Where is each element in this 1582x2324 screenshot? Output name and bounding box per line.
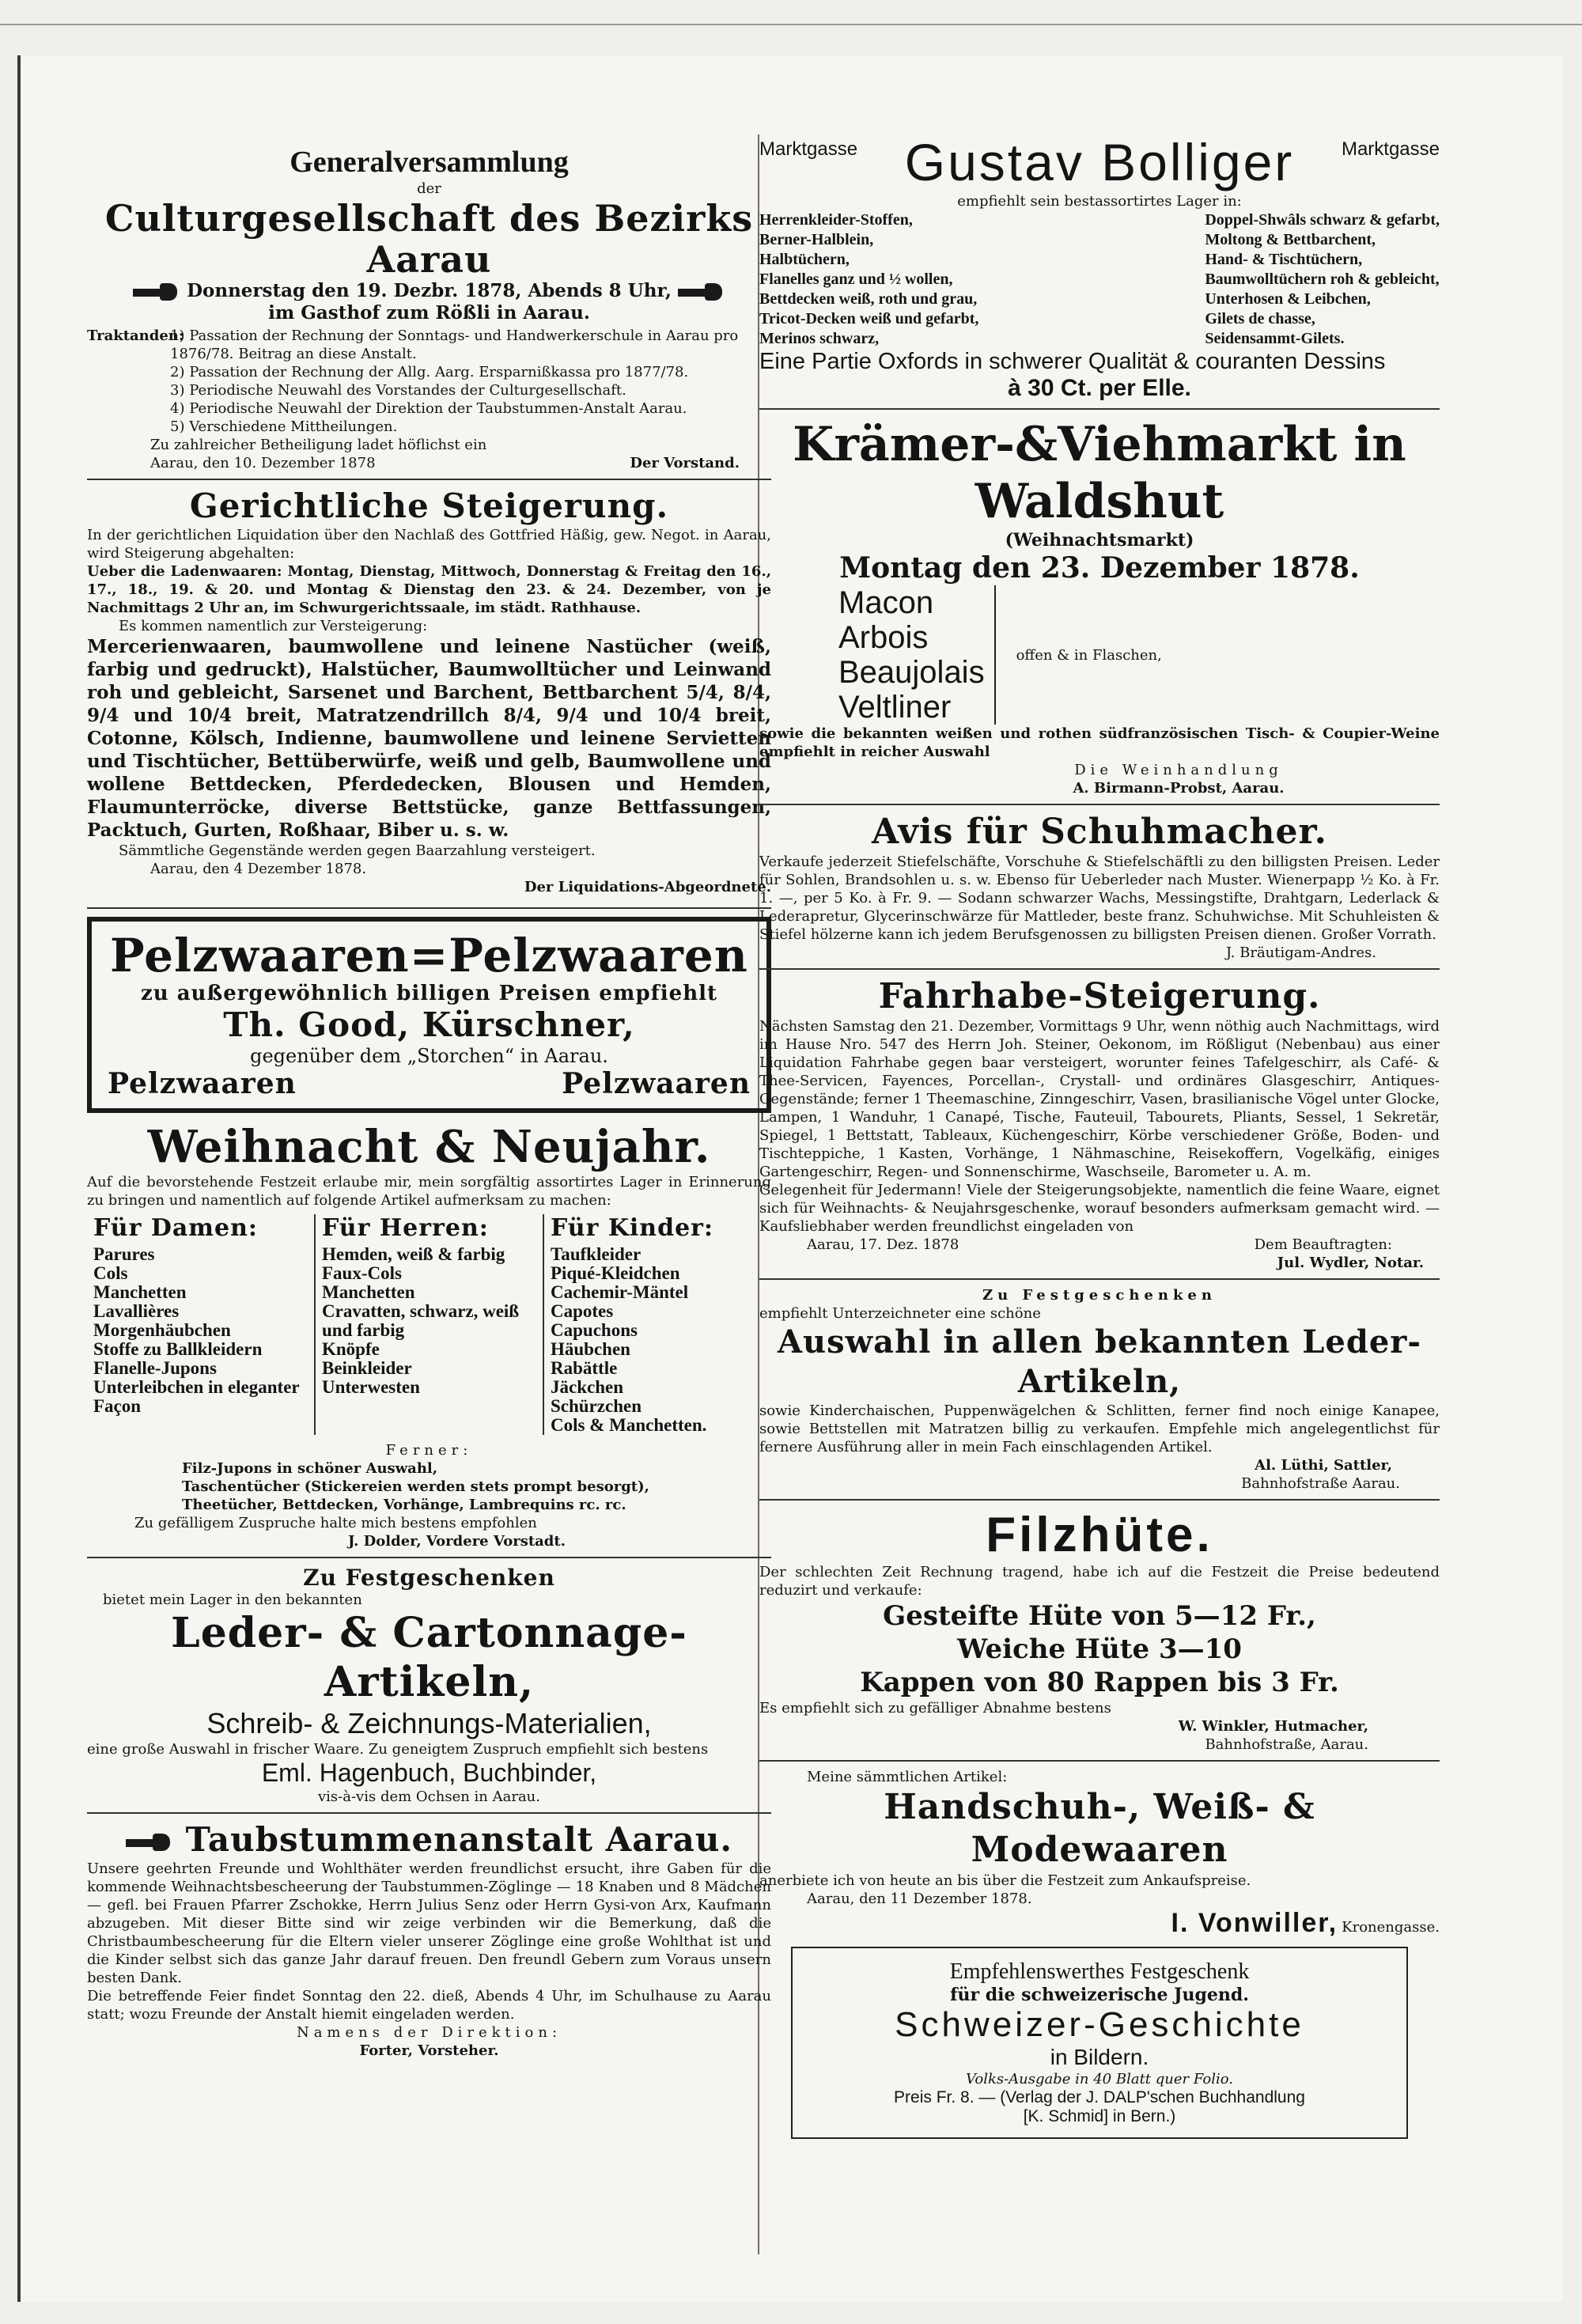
agenda-item: 3) Periodische Neuwahl des Vorstandes der Culturgesellschaft. [170,382,626,399]
leder-head: Zu Festgeschenken [303,1565,555,1591]
bolliger-right-list [1205,210,1440,349]
dalp-price: Preis Fr. 8. — (Verlag der J. DALP'schen Buchhandlung [894,2088,1305,2106]
dalp-line1: Empfehlenswerthes Festgeschenk [949,1959,1250,1984]
divider-rule [87,1812,771,1814]
divider-rule [759,804,1440,805]
leder-line1: bietet mein Lager in den bekannten [103,1592,362,1608]
ad-vonwiller [759,1768,1440,1939]
kinder-item: Jäckchen [551,1377,623,1397]
bolliger-item: Berner-Halblein, [759,231,874,248]
vonwiller-addr: Kronengasse. [1342,1919,1440,1936]
gericht-note: Es kommen namentlich zur Versteigerung: [119,618,428,634]
schuh-signer: J. Bräutigam-Andres. [1225,944,1376,961]
waldshut-firm-label: Die Weinhandlung [1074,762,1283,778]
bolliger-item: Seidensammt-Gilets. [1205,330,1345,347]
herren-item: Unterwesten [322,1377,420,1397]
bolliger-name: Gustav Bolliger [904,133,1295,191]
bolliger-item: Herrenkleider-Stoffen, [759,211,913,229]
dalp-title: Schweizer-Geschichte [895,2005,1304,2044]
divider-rule [759,408,1440,410]
agenda-list [170,327,771,436]
general-der: der [417,180,441,197]
agenda-item: 1) Passation der Rechnung der Sonntags- und Handwerkerschule in Aarau pro 1876/78. Beitrag an diese Anstalt. [170,327,739,362]
leder-subtitle: Schreib- & Zeichnungs-Materialien, [206,1707,652,1739]
schuh-title: Avis für Schuhmacher. [872,812,1327,852]
wine-list [838,585,1440,725]
divider-rule [87,907,771,909]
ad-gerichtliche-steigerung [87,486,771,896]
pelz-name: Th. Good, Kürschner, [223,1005,635,1044]
divider-rule [759,1499,1440,1501]
ad-bolliger [759,83,1440,402]
dalp-volks: Volks-Ausgabe in 40 Blatt quer Folio. [966,2071,1233,2087]
leder-name: Eml. Hagenbuch, Buchbinder, [261,1758,597,1787]
dalp-price2: [K. Schmid] in Bern.) [1023,2107,1176,2125]
divider-rule [87,479,771,480]
schuh-body: Verkaufe jederzeit Stiefelschäfte, Vorschuhe & Stiefelschäftli zu den billigsten Preisen. Leder für Sohlen, Brandsohlen u. s. w. Ebenso für Ueberleder nach Muster. Wienerpapp ½ Ko. à Fr. 1. —, per 5 Ko. à Fr. 9. — Sodann schwarzer Wachs, Messingstifte, Drahtgarn, Lederlack & Lederapretur, Glycerinschwärze für Mattleder, beste franz. Schuhwichse. Mit Schuhleisten & Stiefel hölzerne kann ich jedem Berufsgenossen zu billigsten Preisen dienen. Großer Vorrath. [759,854,1440,943]
divider-rule [759,1760,1440,1762]
bolliger-item: Moltong & Bettbarchent, [1205,231,1376,248]
bolliger-line1: empfiehlt sein bestassortirtes Lager in: [957,193,1242,210]
waldshut-also: sowie die bekannten weißen und rothen südfranzösischen Tisch- & Coupier-Weine empfiehlt in reicher Auswahl [759,725,1440,760]
agenda-label: Traktanden: [87,327,184,344]
wine-name: Veltliner [838,690,952,725]
divider-rule [759,1278,1440,1280]
pointing-hand-icon [133,282,180,302]
damen-item: Flanelle-Jupons [93,1358,217,1378]
wine-name: Macon [838,585,934,620]
filz-closing: Es empfiehlt sich zu gefälliger Abnahme bestens [759,1700,1111,1717]
kinder-item: Taufkleider [551,1244,642,1264]
vonwiller-line2: anerbiete ich von heute an bis über die Festzeit zum Ankaufspreise. [759,1872,1251,1889]
ad-schuhmacher [759,812,1440,962]
pelz-line1: zu außergewöhnlich billigen Preisen empfiehlt [140,982,718,1005]
weihnacht-extra: Theetücher, Bettdecken, Vorhänge, Lambrequins rc. rc. [182,1497,626,1513]
general-date-line: Donnerstag den 19. Dezbr. 1878, Abends 8 Uhr, [187,280,672,301]
kinder-item: Capuchons [551,1320,638,1340]
damen-item: Stoffe zu Ballkleidern [93,1339,263,1359]
leder-line2: eine große Auswahl in frischer Waare. Zu geneigtem Zuspruch empfiehlt sich bestens [87,1741,709,1758]
fahr-gelegenheit: Gelegenheit für Jedermann! Viele der Steigerungsobjekte, namentlich die feine Waare, eignet sich für Weihnachts- & Neujahrsgeschenke, worauf besonders aufmerksam gemacht wird. — Kaufsliebhaber werden freundlichst eingeladen von [759,1182,1440,1235]
fahr-date: Aarau, 17. Dez. 1878 [807,1236,959,1253]
bolliger-item: Gilets de chasse, [1205,310,1315,327]
ad-weihnacht [87,1121,771,1550]
luthi-body: sowie Kinderchaischen, Puppenwägelchen & Schlitten, ferner find noch einige Kanapee, sowie Bettstellen mit Matratzen billig zu verkaufen. Empfehle mich angelegentlichst für fernere Ausführung aller in mein Fach einschlagenden Artikel. [759,1402,1440,1455]
kinder-item: Piqué-Kleidchen [551,1263,680,1283]
vonwiller-name: I. Vonwiller, [1171,1908,1338,1938]
damen-item: Morgenhäubchen [93,1320,231,1340]
herren-item: Cravatten, schwarz, weiß und farbig [322,1301,520,1340]
damen-item: Manchetten [93,1282,187,1302]
gericht-goods: Mercerienwaaren, baumwollene und leinene Nastücher (weiß, farbig und gedruckt), Halstücher, Baumwolltücher und Leinwand roh und gebleicht, Sarsenet und Barchent, Bettbarchent 5/4, 8/4, 9/4 und 10/4 breit, Matratzendrillch 8/4, 9/4 und 10/4 breit, Cotonne, Kölsch, Indienne, baumwollene und leinene Servietten und Tischtücher, Bettüberwürfe, weiß und gelb, Baumwollene und wollene Bettdecken, Pferdedecken, Blousen und Hemden, Flaumunterröcke, diverse Bettstücke, ganze Bettfassungen, Packtuch, Gurten, Roßhaar, Biber u. s. w. [87,636,771,841]
pointing-hand-icon [678,282,725,302]
waldshut-title: Krämer-&Viehmarkt in Waldshut [793,417,1406,529]
damen-item: Unterleibchen in eleganter Façon [93,1377,300,1416]
herren-item: Manchetten [322,1282,415,1302]
bolliger-item: Baumwolltüchern roh & gebleicht, [1205,271,1440,288]
pelz-line2: gegenüber dem „Storchen“ in Aarau. [250,1045,608,1067]
bolliger-market-left: Marktgasse [759,138,858,160]
weihnacht-intro: Auf die bevorstehende Festzeit erlaube mir, mein sorgfältig assortirtes Lager in Erinnerung zu bringen und namentlich auf folgende Artikel aufmerksam zu machen: [87,1174,771,1209]
weihnacht-signer: J. Dolder, Vordere Vorstadt. [348,1533,566,1550]
fahr-body: Nächsten Samstag den 21. Dezember, Vormittags 9 Uhr, wenn nöthig auch Nachmittags, wird im Hause Nro. 547 des Herrn Joh. Steiner, Oekonom, im Rößligut (Nebenbau) aus einer Liquidation Fahrhabe gegen baar versteigert, worunter feines Tafelgeschirr, als Café- & Thee-Servicen, Fayences, Porcellan-, Crystall- und ordinäres Glasgeschirr, Antiques-Gegenstände; ferner 1 Theemaschine, Zinngeschirr, Vasen, brasilianische Vögel unter Glocke, Lampen, 1 Wanduhr, 1 Canapé, Tische, Fauteuil, Tabourets, Pliants, Sessel, 1 Sekretär, Spiegel, 1 Bettstatt, Tableaux, Küchengeschirr, Körbe verschiedener Größe, Boden- und Tischteppiche, 1 Kasten, Vorhänge, 1 Nähmaschine, Reisekoffern, Vogelkäfig, einiges Gartengeschirr, Regen- und Sonnenschirme, Waschseile, Barometer u. A. m. [759,1018,1440,1180]
agenda-item: 4) Periodische Neuwahl der Direktion der Taubstummen-Anstalt Aarau. [170,400,687,417]
kinder-heading: Für Kinder: [551,1214,714,1242]
damen-item: Lavallières [93,1301,180,1321]
ad-hagenbuch [87,1565,771,1806]
luthi-line1: empfiehlt Unterzeichneter eine schöne [759,1305,1041,1322]
vonwiller-date: Aarau, den 11 Dezember 1878. [807,1891,1032,1907]
bolliger-oxfords: Eine Partie Oxfords in schwerer Qualität & couranten Dessins [759,349,1386,374]
weihnacht-columns [87,1214,771,1435]
filz-title: Filzhüte. [986,1508,1213,1562]
general-date-sign: Aarau, den 10. Dezember 1878 [150,455,376,471]
right-column [759,83,1440,2139]
gericht-schedule: Ueber die Ladenwaaren: Montag, Dienstag, Mittwoch, Donnerstag & Freitag den 16., 17., 18., 19. & 20. und Montag & Dienstag den 23. & 24. Dezember, von je Nachmittags 2 Uhr an, im Schwurgerichtssaale, im städt. Rathhause. [87,563,771,616]
kinder-column [543,1214,771,1435]
damen-item: Cols [93,1263,128,1283]
taub-namens: Namens der Direktion: [296,2024,562,2041]
bolliger-item: Hand- & Tischtüchern, [1205,251,1363,268]
gericht-signer: Der Liquidations-Abgeordnete. [524,879,771,895]
herren-item: Faux-Cols [322,1263,402,1283]
bolliger-item: Flanelles ganz und ½ wollen, [759,271,953,288]
kinder-item: Cachemir-Mäntel [551,1282,689,1302]
kinder-item: Cols & Manchetten. [551,1415,707,1435]
pointing-hand-icon [126,1832,173,1853]
pelz-right-tag: Pelzwaaren [562,1067,751,1100]
ad-taubstummen [87,1820,771,2060]
filz-intro: Der schlechten Zeit Rechnung tragend, habe ich auf die Festzeit die Preise bedeutend reduzirt und verkaufe: [759,1564,1440,1599]
weihnacht-extra: Filz-Jupons in schöner Auswahl, [182,1460,438,1477]
kinder-item: Schürzchen [551,1396,642,1416]
damen-heading: Für Damen: [93,1214,259,1242]
agenda-item: 2) Passation der Rechnung der Allg. Aarg. Ersparnißkassa pro 1877/78. [170,364,689,380]
divider-rule [759,968,1440,970]
filz-line: Gesteifte Hüte von 5—12 Fr., [883,1600,1316,1632]
weihnacht-ferner: Ferner: [385,1442,473,1459]
damen-column [87,1214,314,1435]
dalp-sub: in Bildern. [1050,2045,1149,2069]
taub-body: Unsere geehrten Freunde und Wohlthäter werden freundlichst ersucht, ihre Gaben für die kommende Weihnachtsbescheerung der Taubstummen-Zöglinge — 18 Knaben und 8 Mädchen — gefl. bei Frauen Pfarrer Zschokke, Herrn Julius Senz oder Herrn Gysi-von Arx, Kaufmann abzugeben. Mit dieser Bitte sind wir zeige verbinden wir die Bemerkung, daß die Christbaumbescheerung für die Eltern vieler unserer Zöglinge eine große Wohlthat ist und die Kinder selbst sich das ganze Jahr darauf freuen. Den freundl Gebern zum Voraus unsern besten Dank. [87,1860,771,1986]
fahr-signer: Jul. Wydler, Notar. [1277,1255,1424,1271]
ad-fahrhabe [759,976,1440,1272]
damen-item: Parures [93,1244,155,1264]
left-column [87,83,771,2060]
herren-heading: Für Herren: [322,1214,489,1242]
bolliger-left-list [759,210,978,349]
gericht-title: Gerichtliche Steigerung. [189,486,669,525]
bolliger-market-right: Marktgasse [1341,138,1440,160]
general-signer: Der Vorstand. [630,455,740,471]
general-society: Culturgesellschaft des Bezirks Aarau [104,197,754,281]
agenda-item: 5) Verschiedene Mittheilungen. [170,418,398,435]
fahr-title: Fahrhabe-Steigerung. [878,976,1321,1016]
bolliger-price: à 30 Ct. per Elle. [1008,375,1191,401]
gericht-date: Aarau, den 4 Dezember 1878. [150,861,367,877]
bolliger-item: Bettdecken weiß, roth und grau, [759,290,978,308]
ad-dalp-box [791,1947,1408,2139]
filz-line: Weiche Hüte 3—10 [957,1633,1242,1665]
general-place: im Gasthof zum Rößli in Aarau. [268,302,590,324]
weihnacht-title: Weihnacht & Neujahr. [147,1121,711,1173]
gericht-body: In der gerichtlichen Liquidation über den Nachlaß des Gottfried Häßig, gew. Negot. in Aarau, wird Steigerung abgehalten: [87,527,771,562]
taub-title: Taubstummenanstalt Aarau. [185,1820,732,1859]
leder-title: Leder- & Cartonnage-Artikeln, [171,1609,687,1706]
herren-item: Knöpfe [322,1339,380,1359]
dalp-line2: für die schweizerische Jugend. [950,1985,1249,2005]
vonwiller-title: Handschuh-, Weiß- & Modewaaren [884,1787,1315,1870]
herren-item: Hemden, weiß & farbig [322,1244,505,1264]
wine-name: Arbois [838,620,929,655]
luthi-addr: Bahnhofstraße Aarau. [1241,1475,1400,1492]
bolliger-item: Doppel-Shwâls schwarz & gefarbt, [1205,211,1440,229]
waldshut-sub: (Weihnachtsmarkt) [1005,530,1194,551]
bolliger-item: Unterhosen & Leibchen, [1205,290,1371,308]
luthi-title: Auswahl in allen bekannten Leder-Artikeln, [778,1323,1421,1400]
ad-filzhuete [759,1507,1440,1754]
gericht-terms: Sämmtliche Gegenstände werden gegen Baarzahlung versteigert. [119,842,596,859]
waldshut-firm: A. Birmann-Probst, Aarau. [1073,780,1285,797]
luthi-name: Al. Lüthi, Sattler, [1255,1457,1392,1474]
ad-luethi [759,1286,1440,1493]
pelz-title: Pelzwaaren=Pelzwaaren [110,929,748,982]
filz-addr: Bahnhofstraße, Aarau. [1205,1736,1368,1753]
pelz-left-tag: Pelzwaaren [108,1067,297,1100]
wine-name: Beaujolais [838,655,985,690]
bolliger-item: Halbtüchern, [759,251,850,268]
page-edge-line [0,24,1582,25]
general-invite: Zu zahlreicher Betheiligung ladet höflichst ein [150,437,487,453]
kinder-item: Häubchen [551,1339,630,1359]
ad-generalversammlung [87,145,771,472]
luthi-head: Zu Festgeschenken [982,1287,1217,1304]
waldshut-date: Montag den 23. Dezember 1878. [839,551,1360,585]
vonwiller-line1: Meine sämmtlichen Artikel: [807,1769,1008,1785]
weihnacht-extra: Taschentücher (Stickereien werden stets prompt besorgt), [182,1478,649,1495]
ad-waldshut [759,416,1440,797]
kinder-item: Capotes [551,1301,614,1321]
wine-note: offen & in Flaschen, [1016,646,1162,664]
taub-feier: Die betreffende Feier findet Sonntag den 22. dieß, Abends 4 Uhr, im Schulhause zu Aarau statt; wozu Freunde der Anstalt hiemit eingeladen werden. [87,1988,771,2023]
kinder-item: Rabättle [551,1358,618,1378]
weihnacht-closing: Zu gefälligem Zuspruche halte mich bestens empfohlen [134,1515,537,1531]
leder-addr: vis-à-vis dem Ochsen in Aarau. [318,1788,540,1805]
bolliger-item: Merinos schwarz, [759,330,880,347]
filz-line: Kappen von 80 Rappen bis 3 Fr. [860,1667,1339,1698]
filz-name: W. Winkler, Hutmacher, [1178,1718,1368,1735]
fahr-auftrag: Dem Beauftragten: [1254,1236,1392,1253]
bolliger-item: Tricot-Decken weiß und gefarbt, [759,310,979,327]
taub-signer: Forter, Vorsteher. [359,2042,499,2059]
ad-pelzwaaren [87,917,771,1113]
general-title: Generalversammlung [290,146,569,179]
herren-column [314,1214,543,1435]
divider-rule [87,1557,771,1558]
herren-item: Beinkleider [322,1358,412,1378]
